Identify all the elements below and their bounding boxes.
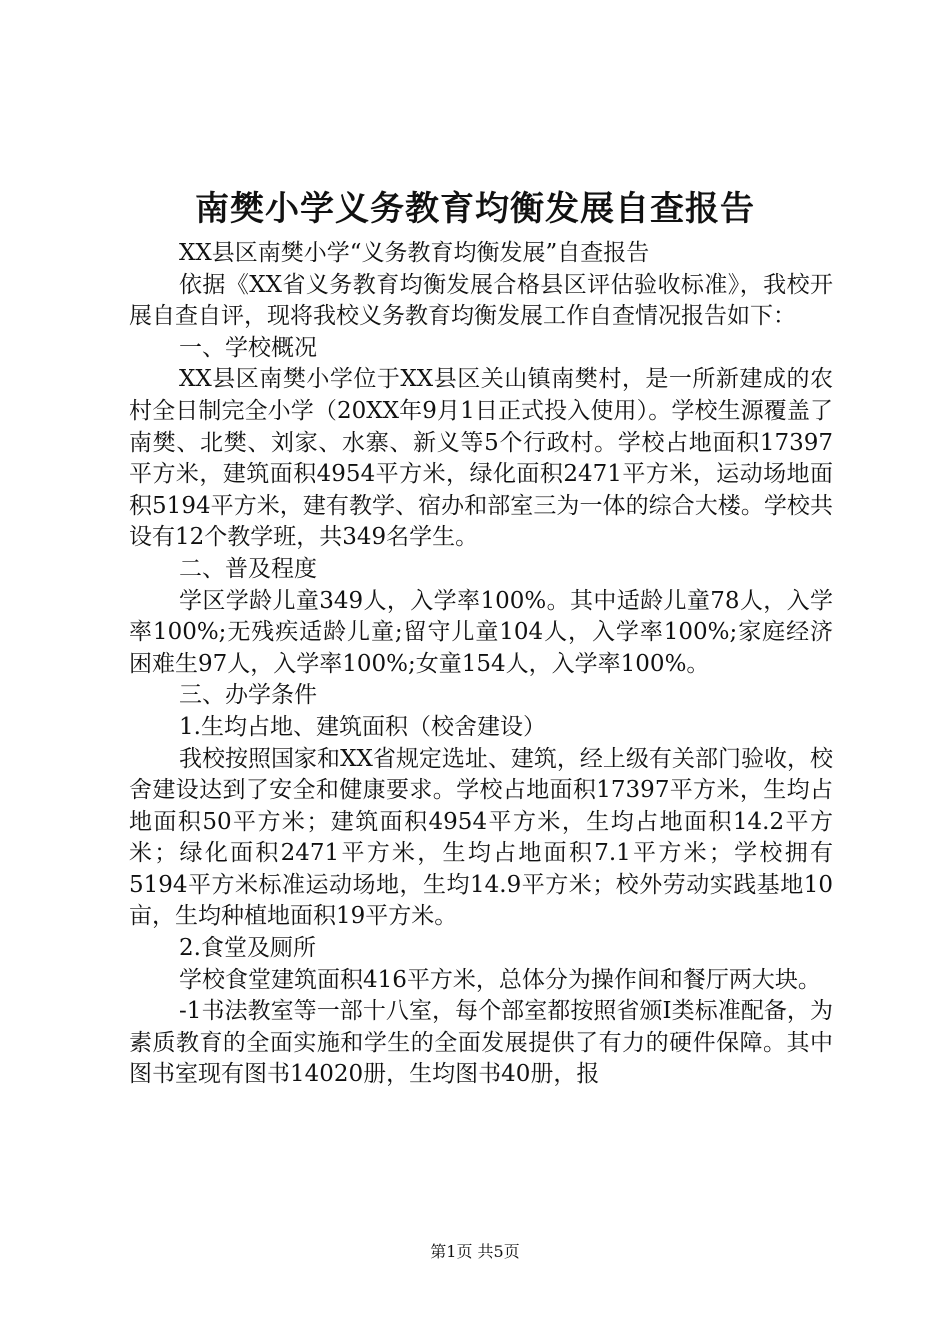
overview-paragraph: XX县区南樊小学位于XX县区关山镇南樊村，是一所新建成的农村全日制完全小学（20XX年9月1日正式投入使用）。学校生源覆盖了南樊、北樊、刘家、水寨、新义等5个行政村。学校占地面积17397平方米，建筑面积4954平方米，绿化面积2471平方米，运动场地面积5194平方米，建有教学、宿办和部室三为一体的综合大楼。学校共设有12个教学班，共349名学生。 xyxy=(129,366,833,551)
section-heading-enrollment: 二、普及程度 xyxy=(179,555,317,582)
document-body xyxy=(129,238,833,1091)
area-paragraph: 我校按照国家和XX省规定选址、建筑，经上级有关部门验收，校舍建设达到了安全和健康要求。学校占地面积17397平方米，生均占地面积50平方米；建筑面积4954平方米，生均占地面积14.2平方米；绿化面积2471平方米，生均占地面积7.1平方米；学校拥有5194平方米标准运动场地，生均14.9平方米；校外劳动实践基地10亩，生均种植地面积19平方米。 xyxy=(129,745,833,930)
document-title: 南樊小学义务教育均衡发展自查报告 xyxy=(195,189,755,229)
subsection-heading-canteen: 2.食堂及厕所 xyxy=(179,935,316,962)
intro-paragraph: 依据《XX省义务教育均衡发展合格县区评估验收标准》，我校开展自查自评，现将我校义务教育均衡发展工作自查情况报告如下： xyxy=(129,271,833,330)
facilities-paragraph: -1书法教室等一部十八室，每个部室都按照省颁Ⅰ类标准配备，为素质教育的全面实施和学生的全面发展提供了有力的硬件保障。其中图书室现有图书14020册，生均图书40册，报 xyxy=(129,998,833,1088)
page-footer: 第1页 共5页 xyxy=(430,1242,520,1261)
canteen-paragraph: 学校食堂建筑面积416平方米，总体分为操作间和餐厅两大块。 xyxy=(179,966,821,993)
report-subtitle: XX县区南樊小学“义务教育均衡发展”自查报告 xyxy=(179,240,650,266)
enrollment-paragraph: 学区学龄儿童349人，入学率100%。其中适龄儿童78人，入学率100%;无残疾适龄儿童;留守儿童104人，入学率100%;家庭经济困难生97人，入学率100%;女童154人，入学率100%。 xyxy=(129,587,833,677)
subsection-heading-area: 1.生均占地、建筑面积（校舍建设） xyxy=(179,713,546,740)
section-heading-conditions: 三、办学条件 xyxy=(179,682,317,709)
section-heading-overview: 一、学校概况 xyxy=(179,334,317,361)
